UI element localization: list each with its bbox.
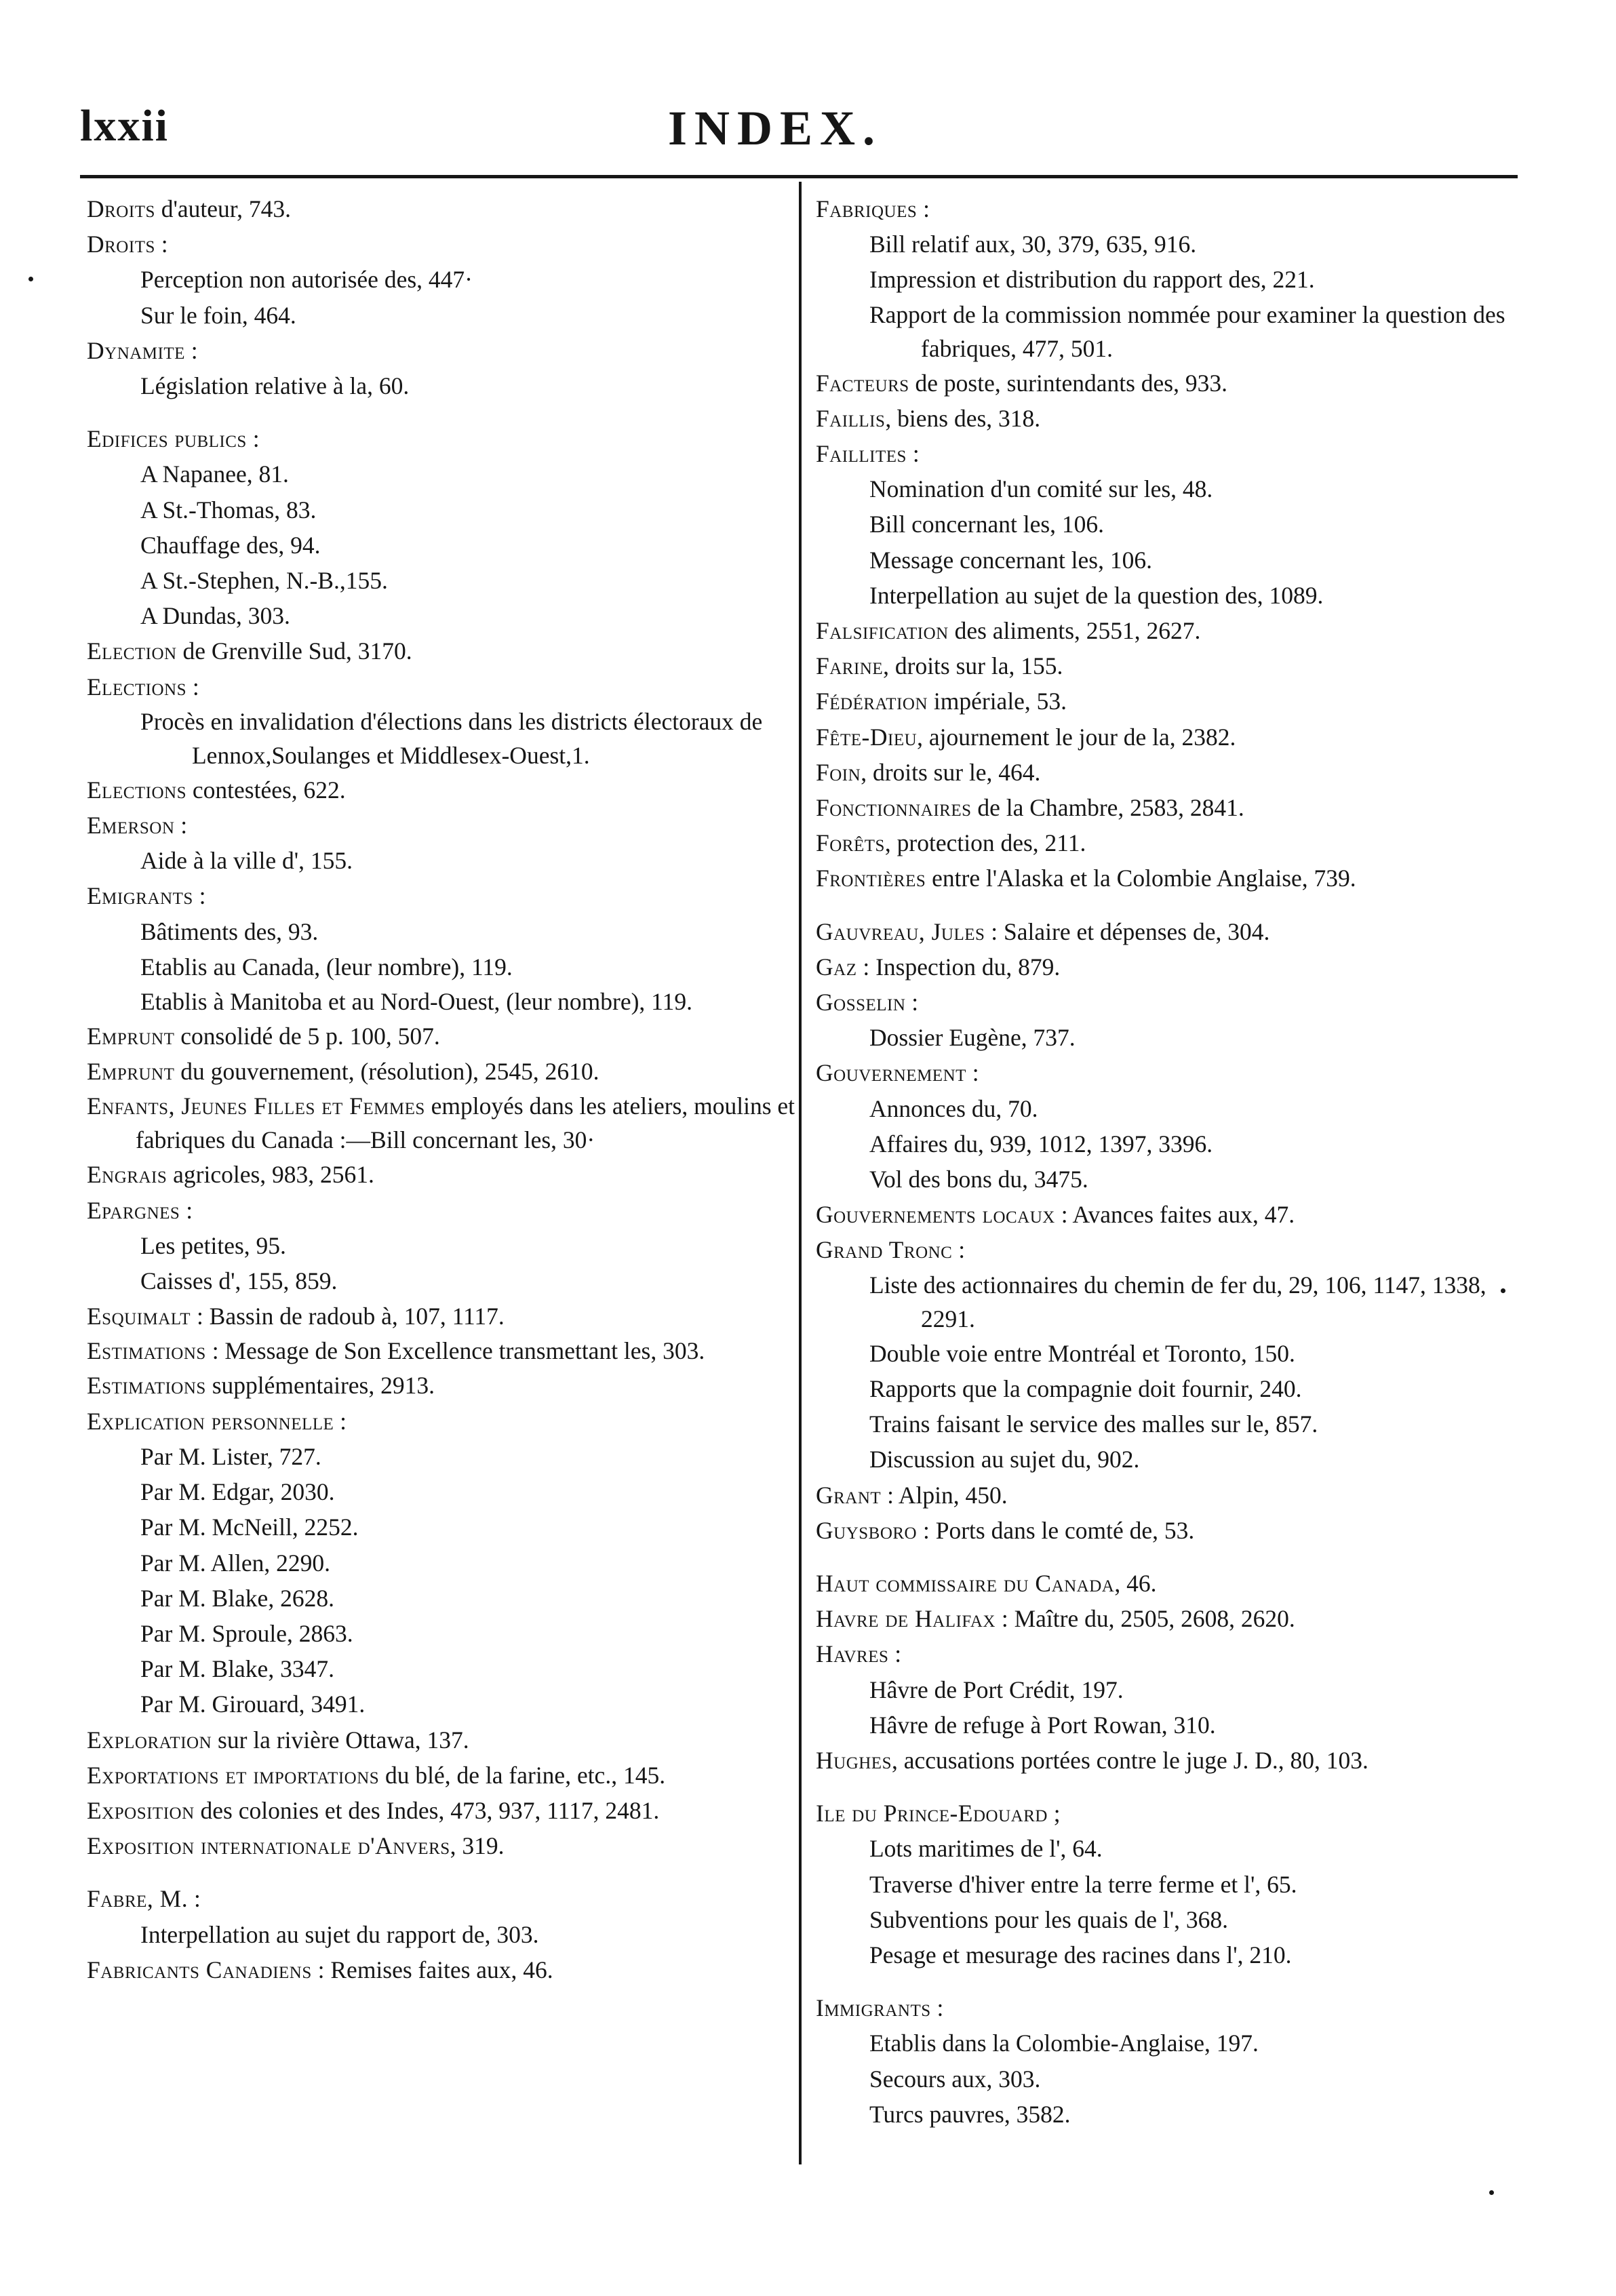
entry-text: : Salaire et dépenses de, 304. (985, 917, 1270, 945)
index-entry (816, 436, 1521, 471)
entry-text: consolidé de 5 p. 100, 507. (174, 1023, 440, 1050)
entry-keyword: Election (87, 637, 177, 665)
index-entry (87, 878, 806, 913)
entry-text: de Grenville Sud, 3170. (176, 637, 412, 665)
entry-keyword: Estimations (87, 1372, 206, 1400)
entry-text: : (905, 989, 919, 1016)
entry-keyword: Grant (816, 1481, 882, 1509)
entry-text: Hâvre de refuge à Port Rowan, 310. (869, 1711, 1216, 1739)
index-subentry (87, 1917, 806, 1952)
entry-text: : Alpin, 450. (881, 1481, 1008, 1509)
index-entry (87, 1089, 806, 1157)
index-subentry (816, 507, 1521, 542)
index-subentry (816, 1442, 1521, 1477)
index-entry (87, 1193, 806, 1228)
index-entry (816, 985, 1521, 1020)
entry-text: Par M. McNeill, 2252. (140, 1513, 359, 1541)
index-subentry (816, 298, 1521, 365)
entry-text: Etablis à Manitoba et au Nord-Ouest, (leur nombre), 119. (140, 988, 692, 1016)
entry-text: Dossier Eugène, 737. (869, 1024, 1076, 1052)
entry-text: A St.-Thomas, 83. (140, 496, 317, 523)
entry-text: Chauffage des, 94. (140, 531, 321, 559)
entry-keyword: Fabricants Canadiens (87, 1956, 312, 1983)
entry-text: Discussion au sujet du, 902. (869, 1446, 1140, 1473)
index-subentry (87, 528, 806, 563)
entry-text: , protection des, 211. (884, 829, 1086, 857)
index-column-left (87, 191, 806, 1987)
index-subentry (816, 578, 1521, 613)
entry-text: Hâvre de Port Crédit, 197. (869, 1676, 1124, 1703)
index-entry (816, 790, 1521, 825)
index-subentry (816, 1707, 1521, 1743)
index-subentry (87, 1263, 806, 1299)
entry-text: Procès en invalidation d'élections dans les districts électoraux de Lennox,Soulanges et Middlesex-Ouest,1. (140, 707, 763, 769)
entry-keyword: Elections (87, 673, 187, 700)
entry-keyword: Droits (87, 195, 155, 222)
index-subentry (87, 1439, 806, 1474)
index-subentry (87, 492, 806, 528)
entry-keyword: Epargnes (87, 1196, 180, 1224)
index-entry (87, 1334, 806, 1368)
index-entry (87, 1299, 806, 1334)
entry-text: sur la rivière Ottawa, 137. (212, 1726, 469, 1754)
entry-text: Par M. Blake, 2628. (140, 1584, 334, 1612)
index-subentry (816, 1867, 1521, 1902)
index-subentry (87, 914, 806, 949)
entry-text: Par M. Blake, 3347. (140, 1655, 334, 1683)
index-subentry (87, 1616, 806, 1651)
index-subentry (87, 949, 806, 985)
index-subentry (816, 2025, 1521, 2061)
index-entry (87, 1793, 806, 1828)
index-entry (87, 1157, 806, 1192)
index-subentry (87, 1686, 806, 1722)
index-entry (816, 1601, 1521, 1636)
entry-keyword: Esquimalt (87, 1303, 191, 1330)
index-entry (816, 719, 1521, 755)
entry-text: Double voie entre Montréal et Toronto, 150. (869, 1339, 1295, 1367)
entry-keyword: Fête-Dieu (816, 723, 918, 751)
index-subentry (87, 298, 806, 333)
entry-keyword: Exposition (87, 1796, 195, 1824)
entry-text: : Maître du, 2505, 2608, 2620. (996, 1605, 1295, 1633)
index-entry (816, 860, 1521, 896)
entry-text: Turcs pauvres, 3582. (869, 2100, 1071, 2128)
entry-text: Vol des bons du, 3475. (869, 1166, 1088, 1193)
entry-keyword: Ile du Prince-Edouard (816, 1800, 1048, 1827)
entry-text: Par M. Edgar, 2030. (140, 1478, 335, 1506)
entry-text: , accusations portées contre le juge J. D., 80, 103. (891, 1746, 1368, 1774)
index-subentry (87, 456, 806, 492)
entry-text: d'auteur, 743. (155, 195, 292, 222)
index-entry (816, 1636, 1521, 1671)
index-entry (816, 648, 1521, 684)
entry-text: ; (1047, 1800, 1061, 1827)
index-subentry (816, 1336, 1521, 1371)
header-rule (80, 175, 1518, 178)
entry-keyword: Facteurs (816, 369, 909, 397)
entry-text: Perception non autorisée des, 447· (140, 266, 473, 294)
entry-text: du gouvernement, (résolution), 2545, 2610. (174, 1058, 599, 1086)
entry-text: , 46. (1114, 1569, 1157, 1597)
entry-text: Aide à la ville d', 155. (140, 847, 353, 875)
index-subentry (87, 1228, 806, 1263)
index-entry (816, 613, 1521, 648)
entry-text: Par M. Lister, 727. (140, 1442, 321, 1470)
entry-keyword: Hughes (816, 1746, 892, 1774)
entry-text: , biens des, 318. (885, 404, 1041, 432)
entry-keyword: Gouvernements locaux (816, 1201, 1055, 1229)
index-subentry (87, 1651, 806, 1686)
entry-text: : (184, 336, 198, 364)
index-entry (87, 1952, 806, 1987)
entry-text: de la Chambre, 2583, 2841. (971, 794, 1244, 822)
entry-text: des colonies et des Indes, 473, 937, 1117, 2481. (194, 1796, 660, 1824)
entry-text: Impression et distribution du rapport des, 221. (869, 266, 1315, 294)
entry-keyword: Forêts (816, 829, 885, 857)
entry-keyword: Edifices publics (87, 425, 247, 453)
entry-keyword: Dynamite (87, 336, 185, 364)
index-subentry (87, 1509, 806, 1545)
index-entry (87, 1368, 806, 1403)
page-title: INDEX. (668, 101, 883, 155)
entry-text: : (334, 1407, 347, 1435)
entry-text: : (917, 195, 930, 222)
entry-text: des aliments, 2551, 2627. (948, 617, 1201, 645)
entry-keyword: Explication personnelle (87, 1407, 334, 1435)
entry-text: , droits sur le, 464. (861, 758, 1041, 786)
index-subentry (87, 1581, 806, 1616)
index-entry (87, 772, 806, 808)
entry-text: Annonces du, 70. (869, 1094, 1038, 1122)
index-entry (816, 1743, 1521, 1778)
entry-text: : (930, 1994, 944, 2022)
entry-text: : (888, 1640, 902, 1668)
entry-text: employés dans les ateliers, moulins et fabriques du Canada :—Bill concernant les, 30· (136, 1092, 795, 1154)
entry-text: : (174, 812, 188, 839)
index-subentry (87, 705, 806, 772)
index-entry (87, 1404, 806, 1439)
entry-text: Bill relatif aux, 30, 379, 635, 916. (869, 231, 1197, 258)
entry-text: : (186, 673, 199, 700)
index-subentry (816, 1937, 1521, 1973)
entry-keyword: Exportations et importations (87, 1761, 380, 1789)
entry-text: Bill concernant les, 106. (869, 511, 1105, 538)
entry-text: entre l'Alaska et la Colombie Anglaise, 739. (926, 865, 1356, 892)
index-subentry (816, 1831, 1521, 1866)
entry-text: Trains faisant le service des malles sur le, 857. (869, 1410, 1318, 1438)
index-entry (87, 226, 806, 262)
entry-keyword: Havres (816, 1640, 889, 1668)
entry-text: Par M. Girouard, 3491. (140, 1690, 366, 1718)
entry-text: Subventions pour les quais de l', 368. (869, 1905, 1228, 1933)
entry-text: A Napanee, 81. (140, 460, 289, 488)
entry-text: Affaires du, 939, 1012, 1397, 3396. (869, 1130, 1213, 1157)
print-speck (1489, 2190, 1494, 2195)
entry-text: Bâtiments des, 93. (140, 917, 319, 945)
entry-keyword: Exploration (87, 1726, 212, 1754)
index-entry (816, 1055, 1521, 1090)
index-subentry (87, 985, 806, 1018)
entry-text: du blé, de la farine, etc., 145. (379, 1761, 666, 1789)
index-entry (87, 633, 806, 669)
entry-text: : Ports dans le comté de, 53. (917, 1516, 1195, 1544)
page-number: lxxii (80, 101, 170, 151)
entry-text: de poste, surintendants des, 933. (909, 369, 1227, 397)
index-subentry (87, 843, 806, 878)
entry-text: , ajournement le jour de la, 2382. (917, 723, 1236, 751)
entry-text: : (906, 440, 920, 468)
index-subentry (87, 563, 806, 598)
index-entry (87, 669, 806, 705)
index-entry (816, 191, 1521, 226)
entry-text: Pesage et mesurage des racines dans l', 210. (869, 1941, 1292, 1968)
index-subentry (816, 226, 1521, 262)
index-entry (87, 191, 806, 226)
index-entry (816, 684, 1521, 719)
index-subentry (816, 2097, 1521, 2132)
index-subentry (816, 1162, 1521, 1197)
entry-text: : (952, 1236, 966, 1264)
index-entry (87, 421, 806, 456)
entry-text: : Bassin de radoub à, 107, 1117. (191, 1303, 505, 1330)
index-subentry (816, 1020, 1521, 1055)
index-subentry (816, 262, 1521, 297)
entry-keyword: Enfants, Jeunes Filles et Femmes (87, 1092, 425, 1120)
entry-keyword: Falsification (816, 617, 949, 645)
entry-keyword: Fonctionnaires (816, 794, 972, 822)
index-subentry (816, 1126, 1521, 1162)
entry-keyword: Farine (816, 652, 884, 680)
entry-keyword: Droits (87, 231, 155, 258)
entry-text: : Avances faites aux, 47. (1055, 1201, 1295, 1229)
entry-text: Interpellation au sujet du rapport de, 303. (140, 1920, 539, 1948)
index-entry (816, 365, 1521, 401)
entry-keyword: Emigrants (87, 882, 193, 910)
entry-text: Sur le foin, 464. (140, 301, 296, 329)
index-column-right (816, 191, 1521, 2132)
index-entry (816, 1197, 1521, 1232)
entry-text: , 319. (450, 1832, 505, 1860)
index-entry (816, 825, 1521, 860)
index-subentry (816, 1268, 1521, 1336)
entry-keyword: Fédération (816, 688, 928, 715)
index-subentry (816, 1902, 1521, 1937)
index-subentry (816, 1406, 1521, 1442)
entry-text: Etablis au Canada, (leur nombre), 119. (140, 953, 513, 981)
entry-text: : (246, 425, 260, 453)
index-entry (87, 1828, 806, 1863)
index-entry (816, 1478, 1521, 1513)
index-entry (87, 1881, 806, 1916)
entry-keyword: Faillites (816, 440, 907, 468)
index-subentry (87, 1474, 806, 1509)
index-entry (87, 1722, 806, 1758)
entry-text: A St.-Stephen, N.-B.,155. (140, 567, 388, 595)
index-subentry (87, 1545, 806, 1581)
entry-text: Secours aux, 303. (869, 2065, 1041, 2093)
entry-keyword: Gouvernement (816, 1059, 966, 1087)
entry-text: : (193, 882, 206, 910)
entry-text: supplémentaires, 2913. (205, 1372, 435, 1400)
entry-keyword: Gosselin (816, 989, 906, 1016)
entry-keyword: Fabriques (816, 195, 918, 222)
index-subentry (816, 1672, 1521, 1707)
entry-keyword: Emprunt (87, 1023, 175, 1050)
entry-keyword: Foin (816, 758, 861, 786)
entry-keyword: Immigrants (816, 1994, 931, 2022)
index-entry (816, 1796, 1521, 1831)
entry-text: Rapport de la commission nommée pour examiner la question des fabriques, 477, 501. (869, 300, 1505, 362)
index-entry (816, 1990, 1521, 2025)
entry-text: Interpellation au sujet de la question des, 1089. (869, 581, 1324, 609)
entry-keyword: Haut commissaire du Canada (816, 1569, 1115, 1597)
entry-text: : (180, 1196, 193, 1224)
entry-text: Rapports que la compagnie doit fournir, 240. (869, 1374, 1302, 1402)
index-subentry (87, 598, 806, 633)
entry-text: Les petites, 95. (140, 1231, 286, 1259)
entry-text: Caisses d', 155, 859. (140, 1267, 338, 1295)
entry-text: Lots maritimes de l', 64. (869, 1835, 1103, 1863)
entry-keyword: Gaz (816, 953, 857, 981)
index-entry (816, 1513, 1521, 1548)
index-entry (816, 755, 1521, 790)
entry-text: : (188, 1885, 201, 1913)
entry-text: Par M. Sproule, 2863. (140, 1619, 353, 1647)
entry-keyword: Frontières (816, 865, 926, 892)
index-entry (816, 1232, 1521, 1267)
entry-keyword: Guysboro (816, 1516, 918, 1544)
entry-text: contestées, 622. (186, 776, 346, 804)
entry-text: agricoles, 983, 2561. (167, 1161, 374, 1189)
entry-text: : Inspection du, 879. (856, 953, 1061, 981)
entry-keyword: Emprunt (87, 1058, 175, 1086)
entry-text: Nomination d'un comité sur les, 48. (869, 475, 1213, 503)
entry-keyword: Estimations (87, 1337, 206, 1365)
index-entry (816, 1566, 1521, 1601)
print-speck (28, 277, 33, 281)
print-speck (1501, 1288, 1505, 1293)
entry-keyword: Gauvreau, Jules (816, 917, 985, 945)
entry-text: : Message de Son Excellence transmettant les, 303. (205, 1337, 705, 1365)
index-entry (816, 949, 1521, 985)
entry-keyword: Elections (87, 776, 187, 804)
index-subentry (816, 2061, 1521, 2097)
index-entry (87, 808, 806, 843)
index-subentry (816, 542, 1521, 578)
index-subentry (87, 368, 806, 403)
entry-text: , droits sur la, 155. (883, 652, 1063, 680)
index-entry (87, 1054, 806, 1089)
index-entry (816, 401, 1521, 436)
index-entry (816, 914, 1521, 949)
index-subentry (816, 1371, 1521, 1406)
entry-text: Etablis dans la Colombie-Anglaise, 197. (869, 2030, 1259, 2057)
entry-keyword: Grand Tronc (816, 1236, 953, 1264)
entry-keyword: Exposition internationale d'Anvers (87, 1832, 450, 1860)
entry-keyword: Havre de Halifax (816, 1605, 996, 1633)
index-subentry (816, 471, 1521, 507)
index-entry (87, 1018, 806, 1054)
entry-text: Par M. Allen, 2290. (140, 1549, 331, 1577)
entry-text: A Dundas, 303. (140, 602, 290, 630)
entry-text: Traverse d'hiver entre la terre ferme et l', 65. (869, 1870, 1297, 1898)
entry-text: : (966, 1059, 979, 1087)
entry-text: Liste des actionnaires du chemin de fer du, 29, 106, 1147, 1338, 2291. (869, 1271, 1486, 1332)
entry-text: impériale, 53. (928, 688, 1067, 715)
entry-text: Législation relative à la, 60. (140, 372, 410, 400)
entry-keyword: Fabre, M. (87, 1885, 189, 1913)
index-subentry (816, 1091, 1521, 1126)
entry-keyword: Engrais (87, 1161, 167, 1189)
index-subentry (87, 262, 806, 297)
index-entry (87, 333, 806, 368)
entry-text: Message concernant les, 106. (869, 546, 1152, 574)
entry-keyword: Emerson (87, 812, 175, 839)
entry-keyword: Faillis (816, 404, 886, 432)
entry-text: : Remises faites aux, 46. (311, 1956, 553, 1983)
entry-text: : (155, 231, 168, 258)
index-entry (87, 1758, 806, 1793)
